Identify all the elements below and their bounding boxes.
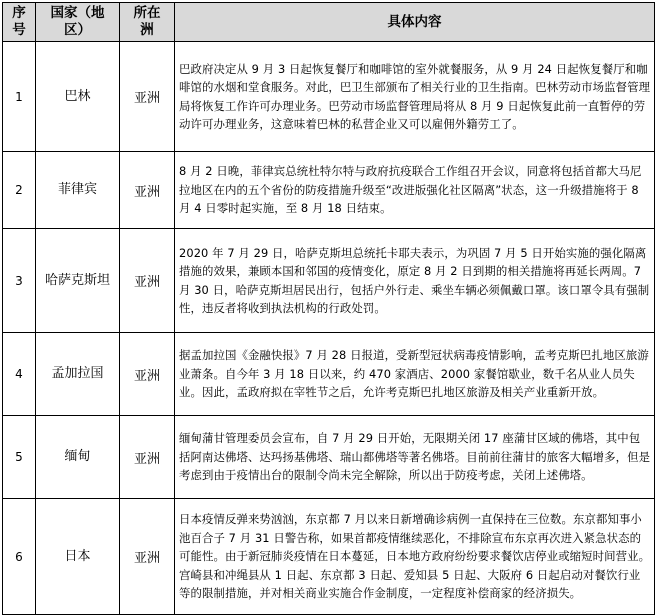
row-index: 3 bbox=[3, 229, 36, 333]
row-content: 据孟加拉国《金融快报》7 月 28 日报道，受新型冠状病毒疫情影响，孟考克斯巴扎地区旅游业萧条。自今年 3 月 18 日以来，约 470 家酒店、2000 家餐馆歇业，数千名从业人员失业。因此，孟政府拟在宰牲节之后，允许考克斯巴扎地区旅游及相关产业重新开放。 bbox=[175, 333, 655, 416]
row-content: 2020 年 7 月 29 日，哈萨克斯坦总统托卡耶夫表示，为巩固 7 月 5 日开始实施的强化隔离措施的效果，兼顾本国和邻国的疫情变化，原定 8 月 2 日到期的相关措施将再延长两周。7 月 30 日，哈萨克斯坦居民出行，包括户外行走、乘坐车辆必须佩戴口罩。该口罩令具有强制性，违反者将收到执法机构的行政处罚。 bbox=[175, 229, 655, 333]
table-row bbox=[3, 229, 655, 333]
row-country: 缅甸 bbox=[36, 416, 120, 499]
row-country: 菲律宾 bbox=[36, 152, 120, 229]
header-content: 具体内容 bbox=[175, 3, 655, 42]
row-content: 8 月 2 日晚，菲律宾总统杜特尔特与政府抗疫联合工作组召开会议，同意将包括首都大马尼拉地区在内的五个省份的防疫措施升级至“改进版强化社区隔离”状态，这一升级措施将于 8 月 4 日零时起实施，至 8 月 18 日结束。 bbox=[175, 152, 655, 229]
row-index: 1 bbox=[3, 42, 36, 152]
row-index: 4 bbox=[3, 333, 36, 416]
header-row bbox=[3, 3, 655, 42]
row-continent: 亚洲 bbox=[120, 499, 175, 615]
table-row bbox=[3, 499, 655, 615]
row-index: 5 bbox=[3, 416, 36, 499]
row-continent: 亚洲 bbox=[120, 333, 175, 416]
row-continent: 亚洲 bbox=[120, 42, 175, 152]
row-continent: 亚洲 bbox=[120, 229, 175, 333]
table-row bbox=[3, 42, 655, 152]
row-country: 哈萨克斯坦 bbox=[36, 229, 120, 333]
row-continent: 亚洲 bbox=[120, 152, 175, 229]
table-row bbox=[3, 152, 655, 229]
row-country: 巴林 bbox=[36, 42, 120, 152]
policy-table bbox=[2, 2, 655, 615]
row-index: 2 bbox=[3, 152, 36, 229]
header-country: 国家（地区） bbox=[36, 3, 120, 42]
header-continent: 所在洲 bbox=[120, 3, 175, 42]
row-country: 日本 bbox=[36, 499, 120, 615]
row-country: 孟加拉国 bbox=[36, 333, 120, 416]
table-row bbox=[3, 416, 655, 499]
row-content: 日本疫情反弹来势汹汹，东京都 7 月以来日新增确诊病例一直保持在三位数。东京都知事小池百合子 7 月 31 日警告称，如果首都疫情继续恶化，不排除宣布东京再次进入紧急状态的可能性。由于新冠肺炎疫情在日本蔓延，日本地方政府纷纷要求餐饮店停业或缩短时间营业。宫崎县和冲绳县从 1 日起、东京都 3 日起、爱知县 5 日起、大阪府 6 日起启动对餐饮行业等的限制措施，并对相关商业实施合作金制度，一定程度补偿商家的经济损失。 bbox=[175, 499, 655, 615]
row-continent: 亚洲 bbox=[120, 416, 175, 499]
row-content: 巴政府决定从 9 月 3 日起恢复餐厅和咖啡馆的室外就餐服务，从 9 月 24 日起恢复餐厅和咖啡馆的水烟和堂食服务。对此，巴卫生部颁布了相关行业的卫生指南。巴林劳动市场监督管理局将恢复工作许可办理业务。巴劳动市场监督管理局将从 8 月 9 日起恢复此前一直暂停的劳动许可办理业务，这意味着巴林的私营企业又可以雇佣外籍劳工了。 bbox=[175, 42, 655, 152]
row-content: 缅甸蒲甘管理委员会宣布，自 7 月 29 日开始，无限期关闭 17 座蒲甘区域的佛塔，其中包括阿南达佛塔、达玛扬基佛塔、瑞山都佛塔等著名佛塔。目前前往蒲甘的旅客大幅增多，但是考虑到由于疫情出台的限制令尚未完全解除，所以出于防疫考虑，关闭上述佛塔。 bbox=[175, 416, 655, 499]
header-index: 序号 bbox=[3, 3, 36, 42]
row-index: 6 bbox=[3, 499, 36, 615]
table-row bbox=[3, 333, 655, 416]
